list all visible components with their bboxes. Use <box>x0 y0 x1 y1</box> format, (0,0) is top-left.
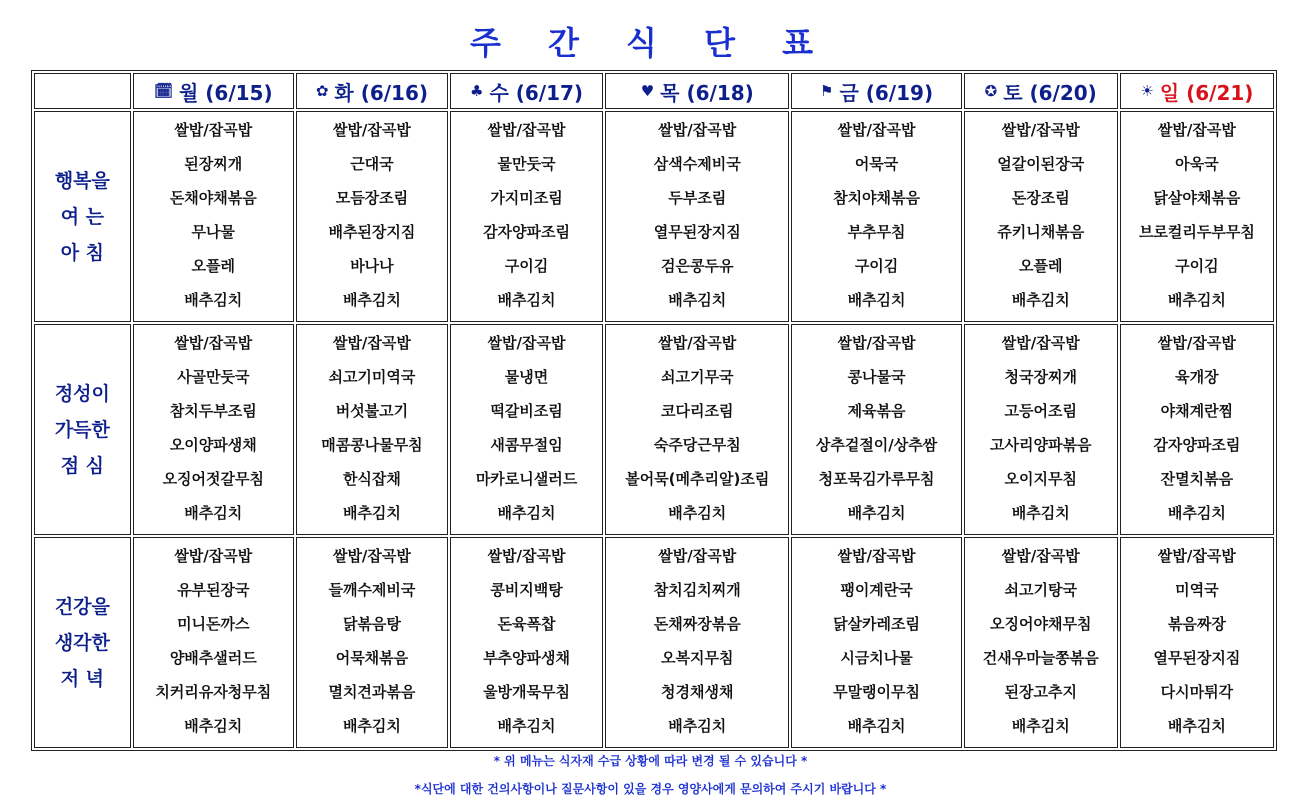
menu-item: 쌀밥/잡곡밥 <box>487 334 566 352</box>
menu-item: 아욱국 <box>1175 155 1219 173</box>
menu-list <box>792 112 960 321</box>
menu-item: 배추김치 <box>1011 291 1070 309</box>
menu-item: 감자양파조림 <box>1153 436 1241 454</box>
menu-item: 고사리양파볶음 <box>990 436 1092 454</box>
menu-item: 쇠고기탕국 <box>1004 581 1077 599</box>
meal-label-line: 정성이 <box>54 382 110 405</box>
day-header-3 <box>605 73 789 109</box>
menu-item: 배추김치 <box>1167 291 1226 309</box>
menu-cell <box>605 111 789 322</box>
day-header-1 <box>296 73 448 109</box>
menu-item: 참치야채볶음 <box>833 189 921 207</box>
menu-cell <box>964 537 1118 748</box>
menu-item: 배추된장지짐 <box>328 223 416 241</box>
menu-item: 들깨수제비국 <box>328 581 416 599</box>
menu-item: 얼갈이된장국 <box>997 155 1085 173</box>
menu-item: 쌀밥/잡곡밥 <box>1157 121 1236 139</box>
menu-item: 배추김치 <box>497 291 556 309</box>
menu-item: 배추김치 <box>184 504 243 522</box>
meal-label-line: 아 침 <box>60 241 105 264</box>
menu-cell <box>133 324 294 535</box>
meal-label-line: 생각한 <box>54 631 110 654</box>
menu-item: 닭볶음탕 <box>342 615 401 633</box>
menu-item: 육개장 <box>1175 368 1219 386</box>
menu-item: 쌀밥/잡곡밥 <box>1157 334 1236 352</box>
menu-list <box>297 112 447 321</box>
menu-item: 볼어묵(메추리알)조림 <box>625 470 770 488</box>
page-title: 주 간 식 단 표 <box>469 24 832 62</box>
menu-list <box>965 538 1117 747</box>
menu-item: 구이김 <box>1175 257 1219 275</box>
menu-item: 고등어조림 <box>1004 402 1077 420</box>
day-header-0 <box>133 73 294 109</box>
menu-item: 미역국 <box>1175 581 1219 599</box>
menu-item: 부추양파생채 <box>483 649 571 667</box>
menu-item: 닭살야채볶음 <box>1153 189 1241 207</box>
menu-item: 배추김치 <box>847 504 906 522</box>
menu-list <box>1121 112 1273 321</box>
menu-item: 숙주당근무침 <box>653 436 741 454</box>
menu-item: 쌀밥/잡곡밥 <box>332 547 411 565</box>
menu-item: 버섯불고기 <box>335 402 409 420</box>
day-header-5 <box>964 73 1118 109</box>
menu-list <box>451 538 602 747</box>
day-icon: ☀ <box>1140 82 1154 100</box>
day-label: 금 (6/19) <box>839 80 934 105</box>
menu-item: 쌀밥/잡곡밥 <box>658 334 737 352</box>
menu-cell <box>1120 324 1274 535</box>
menu-item: 마카로니샐러드 <box>475 470 578 488</box>
menu-list <box>1121 325 1273 534</box>
header-row <box>34 73 1274 109</box>
menu-item: 오복지무침 <box>661 649 734 667</box>
menu-item: 참치두부조림 <box>169 402 257 420</box>
menu-item: 쌀밥/잡곡밥 <box>174 334 253 352</box>
menu-item: 쌀밥/잡곡밥 <box>332 121 411 139</box>
menu-item: 무말랭이무침 <box>833 683 921 701</box>
menu-cell <box>605 537 789 748</box>
menu-item: 돈육폭찹 <box>497 615 556 633</box>
menu-item: 배추김치 <box>497 504 556 522</box>
menu-item: 쇠고기무국 <box>661 368 734 386</box>
menu-item: 어묵채볶음 <box>335 649 409 667</box>
menu-item: 열무된장지짐 <box>1153 649 1241 667</box>
meal-label <box>34 537 131 748</box>
meal-label-line: 가득한 <box>54 418 110 441</box>
meal-label-line: 행복을 <box>54 169 110 192</box>
menu-item: 쌀밥/잡곡밥 <box>837 334 916 352</box>
menu-item: 오이지무침 <box>1004 470 1077 488</box>
menu-item: 콩나물국 <box>847 368 906 386</box>
menu-item: 청경채생채 <box>661 683 734 701</box>
menu-cell <box>1120 537 1274 748</box>
menu-list <box>451 112 602 321</box>
menu-item: 배추김치 <box>1011 717 1070 735</box>
menu-cell <box>605 324 789 535</box>
menu-item: 오플레 <box>191 257 236 275</box>
menu-item: 쌀밥/잡곡밥 <box>487 121 566 139</box>
day-icon: ♥ <box>640 82 655 100</box>
day-header-6 <box>1120 73 1274 109</box>
menu-item: 닭살카레조림 <box>833 615 921 633</box>
menu-item: 참치김치찌개 <box>653 581 741 599</box>
menu-item: 검은콩두유 <box>661 257 734 275</box>
menu-item: 배추김치 <box>1167 717 1226 735</box>
meal-row <box>34 324 1274 535</box>
menu-item: 배추김치 <box>184 717 243 735</box>
menu-cell <box>450 537 603 748</box>
day-icon: 🗓 <box>153 82 173 100</box>
day-icon: ⚑ <box>820 82 834 100</box>
day-icon: ♣ <box>470 82 484 100</box>
day-label: 토 (6/20) <box>1003 80 1097 105</box>
menu-item: 감자양파조림 <box>483 223 571 241</box>
note-contact-notice: *식단에 대한 건의사항이나 질문사항이 있을 경우 영양사에게 문의하여 주시기 바랍니다 * <box>414 782 887 796</box>
menu-item: 미니돈까스 <box>177 615 250 633</box>
menu-item: 건새우마늘쫑볶음 <box>982 649 1099 667</box>
menu-item: 구이김 <box>504 257 549 275</box>
menu-item: 배추김치 <box>342 717 401 735</box>
menu-item: 청국장찌개 <box>1004 368 1077 386</box>
menu-item: 시금치나물 <box>840 649 913 667</box>
day-icon: ✿ <box>315 82 329 100</box>
menu-list <box>451 325 602 534</box>
menu-item: 제육볶음 <box>847 402 906 420</box>
menu-item: 배추김치 <box>668 291 727 309</box>
menu-item: 돈장조림 <box>1011 189 1070 207</box>
menu-item: 쌀밥/잡곡밥 <box>837 121 916 139</box>
menu-cell <box>791 324 961 535</box>
menu-item: 배추김치 <box>847 717 906 735</box>
day-label: 수 (6/17) <box>489 80 584 105</box>
menu-item: 배추김치 <box>847 291 906 309</box>
menu-cell <box>791 537 961 748</box>
menu-item: 오이양파생채 <box>169 436 257 454</box>
menu-list <box>297 538 447 747</box>
menu-list <box>134 112 293 321</box>
menu-item: 매콤콩나물무침 <box>321 436 423 454</box>
menu-item: 쌀밥/잡곡밥 <box>1001 547 1080 565</box>
menu-item: 모듬장조림 <box>335 189 409 207</box>
menu-item: 쌀밥/잡곡밥 <box>1001 121 1080 139</box>
menu-cell <box>1120 111 1274 322</box>
menu-item: 사골만둣국 <box>177 368 250 386</box>
menu-list <box>134 538 293 747</box>
weekly-menu-table <box>31 70 1277 751</box>
menu-item: 배추김치 <box>1011 504 1070 522</box>
menu-item: 두부조림 <box>668 189 727 207</box>
menu-list <box>297 325 447 534</box>
menu-item: 물냉면 <box>504 368 549 386</box>
menu-item: 콩비지백탕 <box>490 581 563 599</box>
menu-item: 쌀밥/잡곡밥 <box>1001 334 1080 352</box>
meal-row <box>34 537 1274 748</box>
meal-label <box>34 324 131 535</box>
menu-item: 부추무침 <box>847 223 906 241</box>
menu-cell <box>133 111 294 322</box>
menu-item: 잔멸치볶음 <box>1160 470 1234 488</box>
menu-cell <box>296 324 448 535</box>
menu-item: 치커리유자청무침 <box>155 683 272 701</box>
menu-item: 배추김치 <box>342 291 401 309</box>
menu-item: 어묵국 <box>854 155 899 173</box>
menu-item: 배추김치 <box>184 291 243 309</box>
menu-list <box>134 325 293 534</box>
menu-item: 상추겉절이/상추쌈 <box>815 436 938 454</box>
menu-item: 열무된장지짐 <box>653 223 741 241</box>
menu-list <box>792 538 960 747</box>
menu-item: 배추김치 <box>497 717 556 735</box>
menu-item: 팽이계란국 <box>840 581 913 599</box>
menu-item: 배추김치 <box>342 504 401 522</box>
menu-item: 물만둣국 <box>497 155 556 173</box>
menu-item: 쌀밥/잡곡밥 <box>658 121 737 139</box>
menu-item: 야채계란찜 <box>1160 402 1234 420</box>
menu-item: 오징어야채무침 <box>990 615 1092 633</box>
menu-item: 새콤무절임 <box>490 436 563 454</box>
meal-label-line: 저 녁 <box>60 667 105 690</box>
menu-item: 오플레 <box>1018 257 1063 275</box>
meal-label-line: 여 는 <box>60 205 105 228</box>
menu-item: 배추김치 <box>1167 504 1226 522</box>
menu-item: 청포묵김가루무침 <box>818 470 935 488</box>
menu-item: 쌀밥/잡곡밥 <box>837 547 916 565</box>
day-label: 목 (6/18) <box>660 80 754 105</box>
day-label: 월 (6/15) <box>179 80 273 105</box>
menu-item: 코다리조림 <box>661 402 734 420</box>
menu-list <box>606 112 788 321</box>
menu-list <box>606 538 788 747</box>
menu-item: 무나물 <box>191 223 236 241</box>
menu-item: 볶음짜장 <box>1167 615 1226 633</box>
menu-cell <box>964 324 1118 535</box>
menu-item: 돈채짜장볶음 <box>653 615 741 633</box>
menu-item: 배추김치 <box>668 504 727 522</box>
menu-item: 떡갈비조림 <box>490 402 563 420</box>
menu-item: 바나나 <box>350 257 394 275</box>
day-label: 화 (6/16) <box>334 80 429 105</box>
menu-item: 쌀밥/잡곡밥 <box>1157 547 1236 565</box>
meal-label <box>34 111 131 322</box>
menu-item: 배추김치 <box>668 717 727 735</box>
menu-list <box>606 325 788 534</box>
menu-cell <box>450 111 603 322</box>
menu-cell <box>964 111 1118 322</box>
menu-list <box>965 325 1117 534</box>
menu-cell <box>450 324 603 535</box>
menu-item: 돈채야채볶음 <box>169 189 257 207</box>
note-change-notice: * 위 메뉴는 식자재 수급 상황에 따라 변경 될 수 있습니다 * <box>493 754 808 768</box>
menu-list <box>965 112 1117 321</box>
menu-item: 쌀밥/잡곡밥 <box>332 334 411 352</box>
menu-item: 쇠고기미역국 <box>328 368 416 386</box>
menu-item: 된장찌개 <box>184 155 243 173</box>
menu-item: 브로컬리두부무침 <box>1138 223 1255 241</box>
day-header-4 <box>791 73 961 109</box>
meal-row <box>34 111 1274 322</box>
menu-item: 가지미조림 <box>490 189 563 207</box>
meal-label-line: 점 심 <box>60 454 105 477</box>
menu-item: 쌀밥/잡곡밥 <box>174 547 253 565</box>
menu-item: 쌀밥/잡곡밥 <box>658 547 737 565</box>
menu-item: 오징어젓갈무침 <box>162 470 264 488</box>
menu-cell <box>791 111 961 322</box>
menu-cell <box>133 537 294 748</box>
menu-item: 다시마튀각 <box>1160 683 1234 701</box>
corner-cell <box>34 73 131 109</box>
menu-cell <box>296 111 448 322</box>
menu-item: 유부된장국 <box>177 581 250 599</box>
day-header-2 <box>450 73 603 109</box>
menu-item: 삼색수제비국 <box>653 155 741 173</box>
menu-item: 한식잡채 <box>342 470 401 488</box>
day-icon: ✪ <box>984 82 998 100</box>
menu-item: 구이김 <box>854 257 899 275</box>
menu-list <box>792 325 960 534</box>
menu-item: 울방개묵무침 <box>483 683 571 701</box>
menu-item: 쌀밥/잡곡밥 <box>487 547 566 565</box>
menu-item: 양배추샐러드 <box>169 649 257 667</box>
menu-item: 근대국 <box>350 155 394 173</box>
day-label: 일 (6/21) <box>1159 80 1254 105</box>
menu-item: 쥬키니채볶음 <box>997 223 1085 241</box>
menu-list <box>1121 538 1273 747</box>
menu-item: 쌀밥/잡곡밥 <box>174 121 253 139</box>
menu-item: 된장고추지 <box>1004 683 1077 701</box>
meal-label-line: 건강을 <box>54 595 110 618</box>
menu-item: 멸치견과볶음 <box>328 683 416 701</box>
menu-cell <box>296 537 448 748</box>
